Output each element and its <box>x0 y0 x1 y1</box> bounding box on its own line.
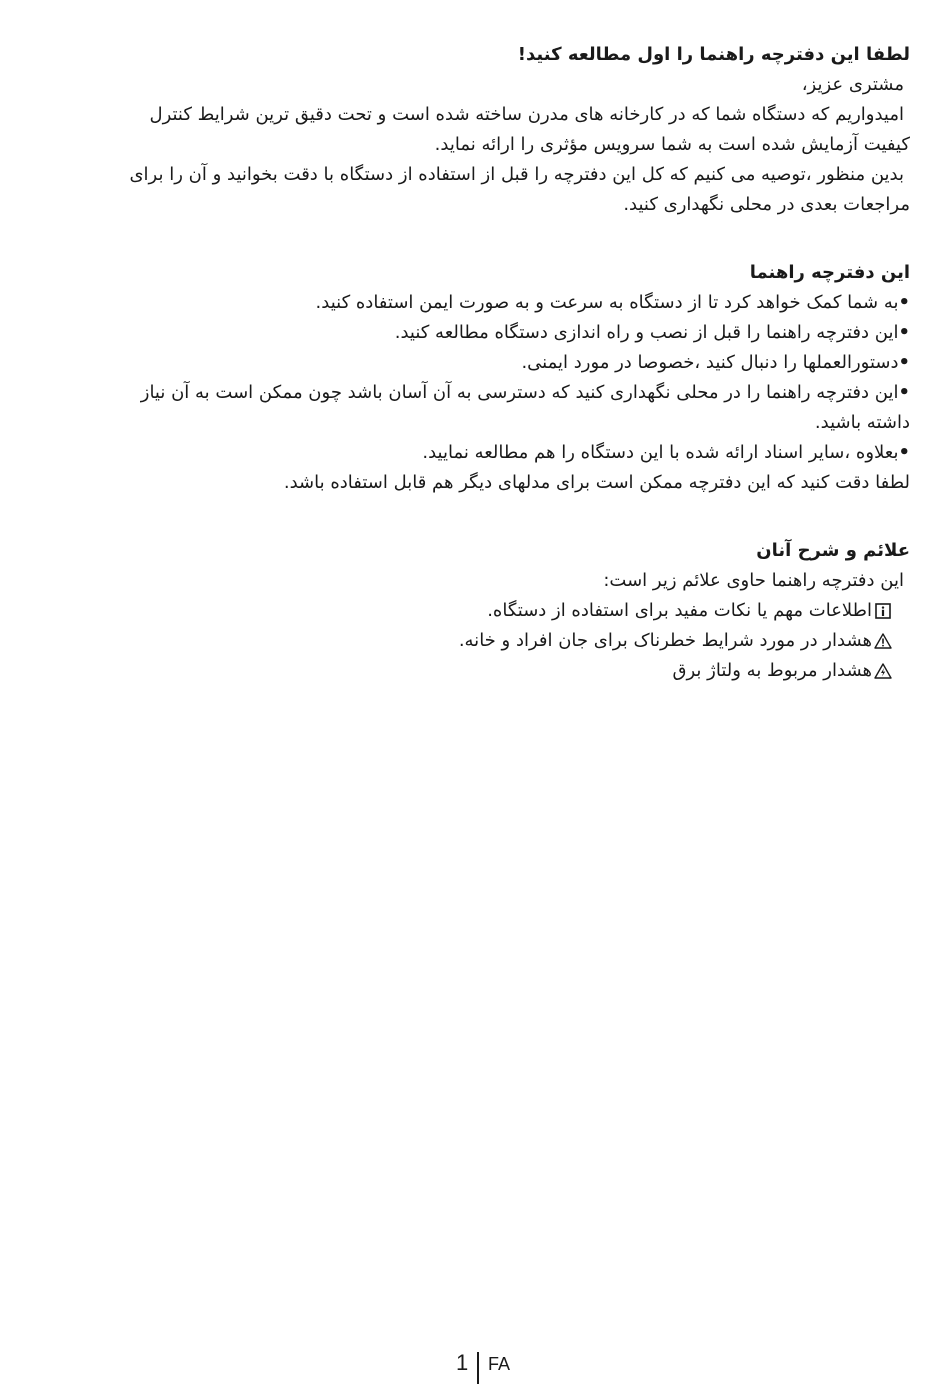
bullet-text: این دفترچه راهنما را در محلی نگهداری کنید که دسترسی به آن آسان باشد چون ممکن است به آن نیاز <box>140 382 899 403</box>
bullet-symbol: • <box>898 352 910 373</box>
intro-paragraph-1-line-2: کیفیت آزمایش شده است به شما سرویس مؤثری را ارائه نماید. <box>434 134 910 155</box>
footer-divider <box>477 1352 479 1384</box>
bullet-item <box>50 438 910 468</box>
bullet-symbol: • <box>898 322 910 343</box>
bullet-text: به شما کمک خواهد کرد تا از دستگاه به سرعت و به صورت ایمن استفاده کنید. <box>315 292 899 313</box>
page-footer <box>0 1350 950 1386</box>
electric-warning-icon <box>874 662 892 680</box>
bullet-continuation: داشته باشید. <box>814 412 910 433</box>
symbols-intro: این دفترچه راهنما حاوی علائم زیر است: <box>603 570 904 591</box>
symbol-item-text: هشدار در مورد شرایط خطرناک برای جان افراد و خانه. <box>458 630 872 651</box>
bullet-text: بعلاوه ،سایر اسناد ارائه شده با این دستگاه را هم مطالعه نمایید. <box>422 442 899 463</box>
manual-section-heading: این دفترچه راهنما <box>749 262 910 283</box>
bullet-symbol: • <box>898 382 910 403</box>
intro-paragraph-1-line-1: امیدواریم که دستگاه شما که در کارخانه های مدرن ساخته شده است و تحت دقیق ترین شرایط کنترل <box>149 104 904 125</box>
symbol-item-warning <box>50 626 910 656</box>
intro-paragraph-2-line-1: بدین منظور ،توصیه می کنیم که کل این دفترچه را قبل از استفاده از دستگاه با دقت بخوانید و آن را برای <box>129 164 904 185</box>
symbol-item-electric-warning <box>50 656 910 686</box>
intro-title: لطفا این دفترچه راهنما را اول مطالعه کنید! <box>517 44 910 65</box>
bullet-item <box>50 348 910 378</box>
warning-icon <box>874 632 892 650</box>
symbol-item-info <box>50 596 910 626</box>
symbol-item-text: هشدار مربوط به ولتاژ برق <box>672 660 872 681</box>
info-icon <box>874 602 892 620</box>
symbols-section-heading: علائم و شرح آنان <box>756 540 910 561</box>
bullet-item <box>50 378 910 408</box>
bullet-text: این دفترچه راهنما را قبل از نصب و راه اندازی دستگاه مطالعه کنید. <box>394 322 899 343</box>
bullet-item <box>50 318 910 348</box>
page-content <box>50 40 910 686</box>
bullet-item <box>50 288 910 318</box>
symbol-item-text: اطلاعات مهم یا نکات مفید برای استفاده از دستگاه. <box>487 600 872 621</box>
bullet-symbol: • <box>898 442 910 463</box>
page-number: 1 <box>456 1350 469 1375</box>
salutation: مشتری عزیز، <box>801 74 904 95</box>
language-code: FA <box>488 1354 511 1374</box>
intro-paragraph-2-line-2: مراجعات بعدی در محلی نگهداری کنید. <box>623 194 910 215</box>
bullet-text: دستورالعملها را دنبال کنید ،خصوصا در مورد ایمنی. <box>521 352 899 373</box>
manual-note: لطفا دقت کنید که این دفترچه ممکن است برای مدلهای دیگر هم قابل استفاده باشد. <box>283 472 910 493</box>
bullet-symbol: • <box>898 292 910 313</box>
